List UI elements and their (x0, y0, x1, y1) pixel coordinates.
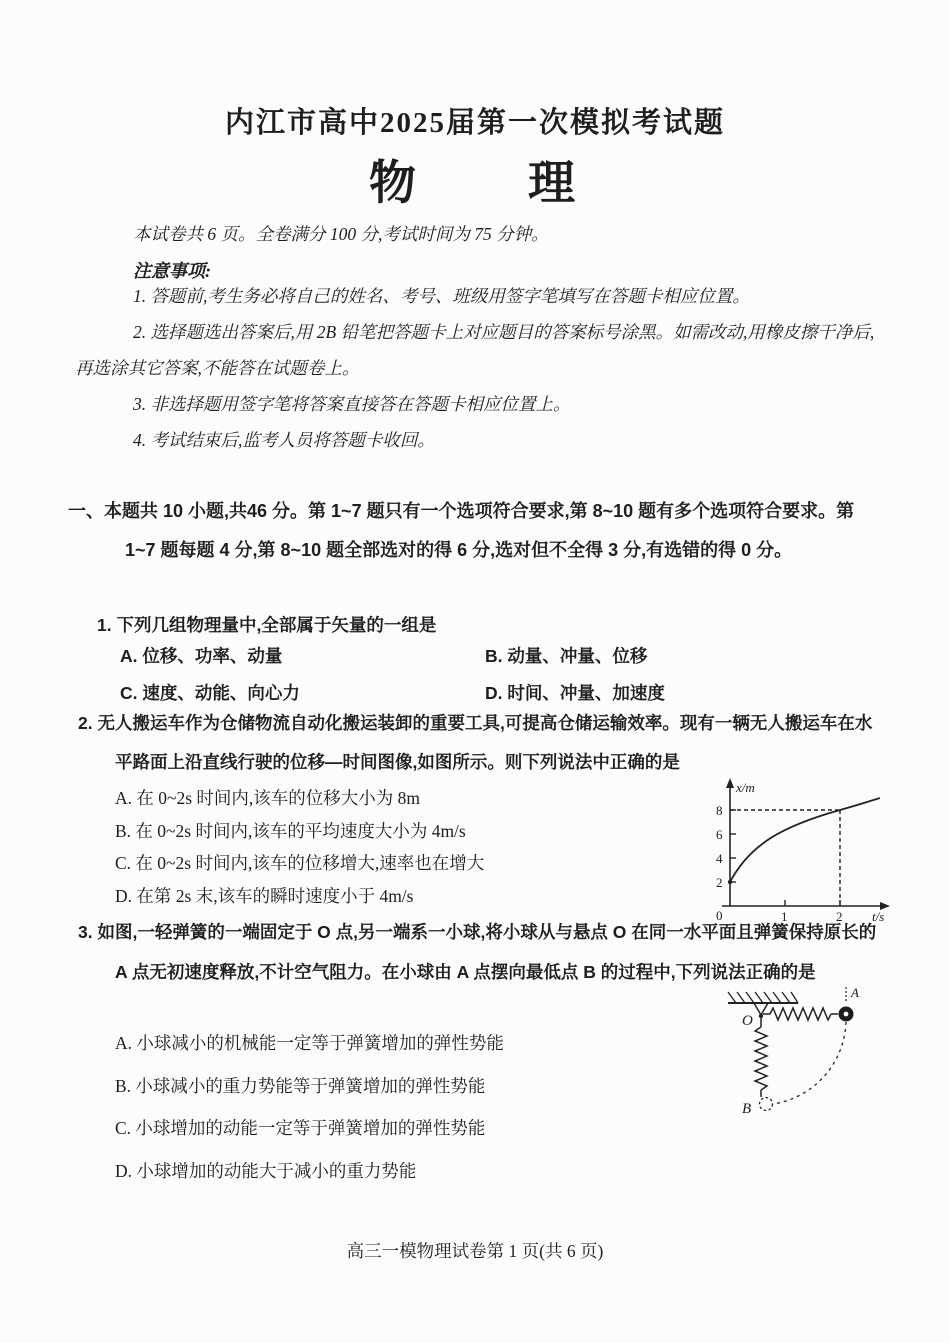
q2-option-d: D. 在第 2s 末,该车的瞬时速度小于 4m/s (115, 885, 414, 906)
graph-ylabel: x/m (736, 780, 755, 795)
q3-option-d: D. 小球增加的动能大于减小的重力势能 (115, 1160, 417, 1181)
q2-option-a: A. 在 0~2s 时间内,该车的位移大小为 8m (115, 788, 421, 808)
ceiling-hatch (728, 992, 798, 1003)
pivot-point (759, 1014, 763, 1018)
xtick-2: 2 (836, 909, 843, 924)
q1-option-a: A. 位移、功率、动量 (120, 646, 283, 666)
notice-heading: 注意事项: (133, 261, 211, 281)
ytick-2: 2 (716, 875, 723, 890)
horizontal-spring (770, 1008, 831, 1020)
xtick-1: 1 (781, 909, 788, 924)
question-1-options (120, 641, 840, 708)
notice-item-4: 4. 考试结束后,监考人员将答题卡收回。 (133, 430, 435, 450)
graph-xlabel: t/s (872, 909, 885, 924)
q2-displacement-time-graph (688, 776, 893, 924)
vertical-spring (755, 1027, 767, 1090)
q1-option-c: C. 速度、动能、向心力 (120, 683, 300, 703)
question-2-stem: 2. 无人搬运车作为仓储物流自动化搬运装卸的重要工具,可提高仓储运输效率。现有一辆无人搬运车在水平路面上沿直线行驶的位移—时间图像,如图所示。则下列说法中正确的是 (78, 713, 873, 772)
graph-origin-label: 0 (716, 908, 723, 923)
subject-title: 物 理 (369, 158, 581, 210)
notice-list (75, 278, 881, 458)
ytick-4: 4 (716, 851, 723, 866)
notice-item-2: 2. 选择题选出答案后,用 2B 铅笔把答题卡上对应题目的答案标号涂黑。如需改动,用橡皮擦干净后,再选涂其它答案,不能答在试题卷上。 (75, 322, 875, 378)
notice-item-3: 3. 非选择题用签字笔将答案直接答在答题卡相应位置上。 (133, 394, 571, 414)
q3-spring-pendulum-figure (702, 985, 892, 1135)
q1-option-b: B. 动量、冲量、位移 (485, 646, 648, 666)
page-title: 内江市高中2025届第一次模拟考试题 (224, 107, 725, 139)
notice-item-1: 1. 答题前,考生务必将自己的姓名、考号、班级用签字笔填写在答题卡相应位置。 (133, 286, 750, 306)
pivot-label-O: O (742, 1013, 753, 1029)
q2-option-b: B. 在 0~2s 时间内,该车的平均速度大小为 4m/s (115, 820, 466, 841)
question-3-stem: 3. 如图,一轻弹簧的一端固定于 O 点,另一端系一小球,将小球从与悬点 O 在同一水平面且弹簧保持原长的 A 点无初速度释放,不计空气阻力。在小球由 A 点摆向最低点 B 的过程中,下列说法正确的是 (78, 922, 877, 982)
exam-info-line: 本试卷共 6 页。全卷满分 100 分,考试时间为 75 分钟。 (133, 224, 549, 244)
page-footer: 高三一模物理试卷第 1 页(共 6 页) (346, 1241, 604, 1261)
section-1-heading: 一、本题共 10 小题,共46 分。第 1~7 题只有一个选项符合要求,第 8~10 题有多个选项符合要求。第 1~7 题每题 4 分,第 8~10 题全部选对的得 6 分,选对但不全得 3 分,有选错的得 0 分。 (68, 501, 855, 560)
question-1-stem: 1. 下列几组物理量中,全部属于矢量的一组是 (97, 615, 437, 635)
ball-at-B-dashed (760, 1098, 773, 1111)
bottom-label-B: B (742, 1101, 752, 1117)
swing-arc (773, 1022, 846, 1104)
q3-option-c: C. 小球增加的动能一定等于弹簧增加的弹性势能 (115, 1118, 486, 1138)
ytick-6: 6 (716, 827, 723, 842)
q1-option-d: D. 时间、冲量、加速度 (485, 683, 665, 703)
q2-option-c: C. 在 0~2s 时间内,该车的位移增大,速率也在增大 (115, 853, 485, 873)
y-axis-arrow (726, 778, 734, 788)
start-label-A: A (851, 985, 859, 1000)
q3-option-b: B. 小球减小的重力势能等于弹簧增加的弹性势能 (115, 1075, 486, 1096)
question-2-options (115, 782, 484, 912)
ytick-8: 8 (716, 803, 723, 818)
question-3-options (115, 1022, 504, 1192)
q3-option-a: A. 小球减小的机械能一定等于弹簧增加的弹性势能 (115, 1033, 504, 1053)
